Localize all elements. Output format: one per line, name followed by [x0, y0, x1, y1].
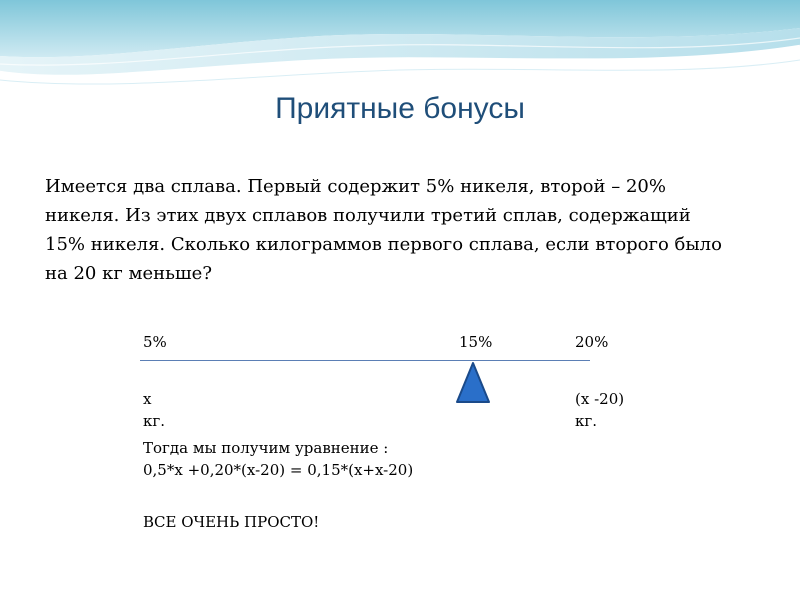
- slide-title: Приятные бонусы: [275, 92, 525, 125]
- solution-equation: 0,5*x +0,20*(x-20) = 0,15*(x+x-20): [143, 461, 414, 479]
- right-percent-label: 20%: [575, 333, 609, 351]
- right-mass-label: (x -20): [575, 390, 625, 408]
- problem-text: Имеется два сплава. Первый содержит 5% никеля, второй – 20% никеля. Из этих двух сплавов получили третий сплав, содержащий 15% никеля. Сколько килограммов первого сплава, если второго было на 20 кг меньше?: [45, 176, 722, 284]
- middle-percent-label: 15%: [459, 333, 493, 351]
- left-percent-label: 5%: [143, 333, 167, 351]
- left-mass-label: x: [143, 390, 152, 408]
- right-unit-label: кг.: [575, 412, 598, 430]
- solution-intro: Тогда мы получим уравнение :: [143, 439, 389, 457]
- fulcrum-triangle-icon: [455, 362, 491, 404]
- left-unit-label: кг.: [143, 412, 166, 430]
- solution-conclusion: ВСЕ ОЧЕНЬ ПРОСТО!: [143, 513, 320, 531]
- balance-beam: [140, 360, 590, 361]
